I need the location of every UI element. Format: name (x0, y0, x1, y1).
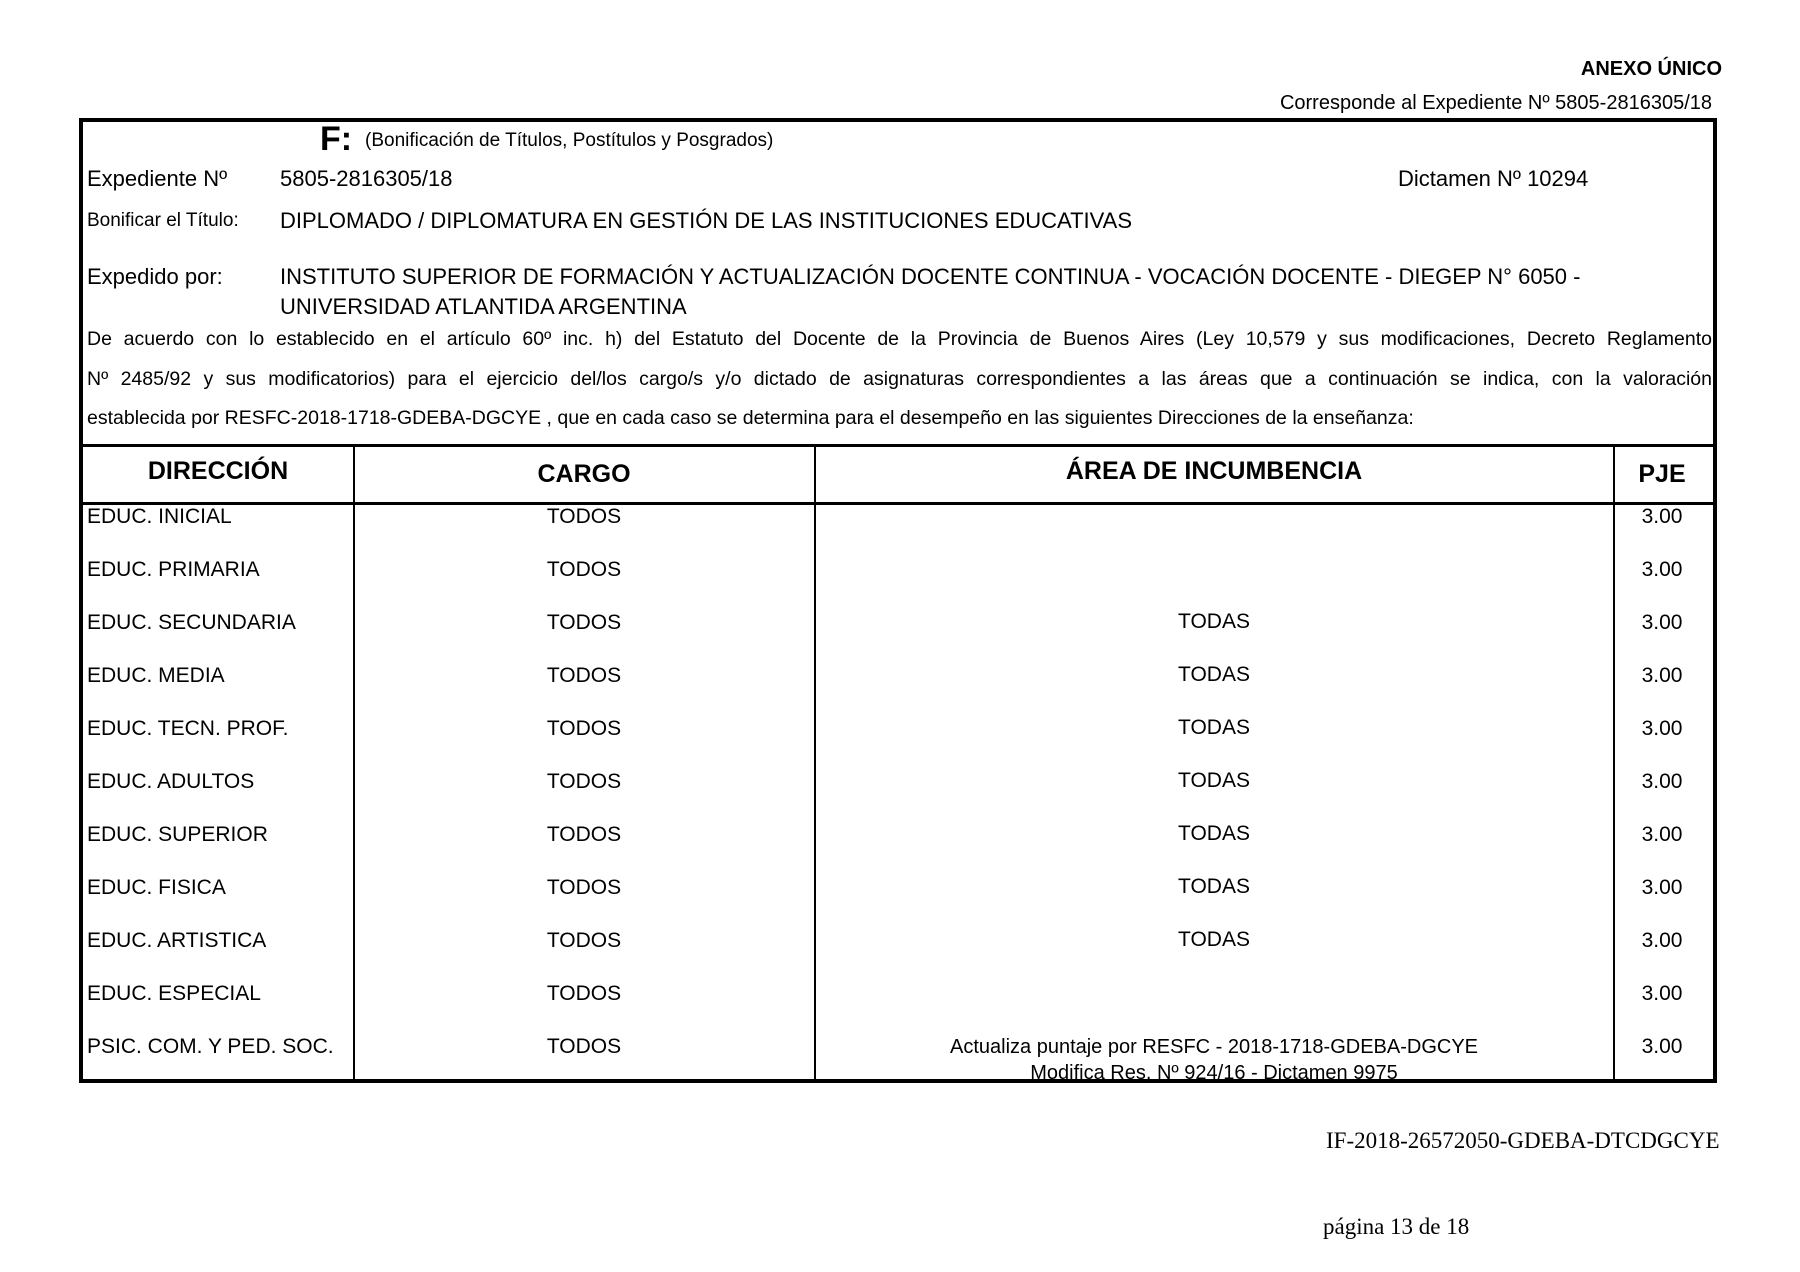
cell-pje: 3.00 (1641, 1035, 1683, 1058)
cell-pje: 3.00 (1641, 823, 1683, 846)
cell-direccion: EDUC. ARTISTICA (87, 929, 267, 952)
cell-pje: 3.00 (1641, 770, 1683, 793)
cell-area: TODAS (1178, 928, 1250, 951)
cell-pje: 3.00 (1641, 982, 1683, 1005)
cell-cargo: TODOS (546, 717, 622, 740)
titulo-label: Bonificar el Título: (87, 210, 239, 231)
paragraph-line-2: Nº 2485/92 y sus modificatorios) para el ejercicio del/los cargo/s y/o dictado de asignaturas correspondientes a las áreas que a continuación se indica, con la valoración (87, 368, 1712, 390)
table-row (83, 823, 1713, 875)
note-line-2: Modifica Res. Nº 924/16 - Dictamen 9975 (1030, 1062, 1398, 1084)
cell-area: TODAS (1178, 875, 1250, 898)
cell-direccion: EDUC. INICIAL (87, 505, 232, 528)
dictamen: Dictamen Nº 10294 (1398, 166, 1589, 191)
header-cargo: CARGO (537, 460, 631, 488)
expedido-line-1: INSTITUTO SUPERIOR DE FORMACIÓN Y ACTUALIZACIÓN DOCENTE CONTINUA - VOCACIÓN DOCENTE - DIEGEP N° 6050 - (280, 264, 1581, 289)
table-row (83, 876, 1713, 928)
cell-pje: 3.00 (1641, 717, 1683, 740)
cell-area-note (816, 1034, 1612, 1086)
cell-direccion: EDUC. ESPECIAL (87, 982, 261, 1005)
page-number: página 13 de 18 (1323, 1214, 1470, 1239)
cell-cargo: TODOS (546, 929, 622, 952)
document-code: IF-2018-26572050-GDEBA-DTCDGCYE (1326, 1128, 1720, 1153)
incumbency-table (83, 444, 1713, 1082)
form-letter-note: (Bonificación de Títulos, Postítulos y Posgrados) (365, 130, 774, 151)
cell-area: TODAS (1178, 716, 1250, 739)
expediente-label: Expediente Nº (87, 166, 228, 191)
table-row (83, 558, 1713, 610)
table-row (83, 611, 1713, 663)
expedido-label: Expedido por: (87, 264, 223, 289)
cell-direccion: EDUC. ADULTOS (87, 770, 255, 793)
titulo-value: DIPLOMADO / DIPLOMATURA EN GESTIÓN DE LAS INSTITUCIONES EDUCATIVAS (280, 208, 1133, 233)
cell-area: TODAS (1178, 610, 1250, 633)
note-line-1: Actualiza puntaje por RESFC - 2018-1718-GDEBA-DGCYE (949, 1036, 1478, 1058)
header-area: ÁREA DE INCUMBENCIA (1065, 457, 1363, 485)
cell-pje: 3.00 (1641, 505, 1683, 528)
cell-pje: 3.00 (1641, 558, 1683, 581)
table-row (83, 664, 1713, 716)
cell-direccion: PSIC. COM. Y PED. SOC. (87, 1035, 334, 1058)
cell-direccion: EDUC. PRIMARIA (87, 558, 260, 581)
cell-direccion: EDUC. MEDIA (87, 664, 225, 687)
cell-cargo: TODOS (546, 982, 622, 1005)
cell-cargo: TODOS (546, 770, 622, 793)
paragraph-line-1: De acuerdo con lo establecido en el artículo 60º inc. h) del Estatuto del Docente de la Provincia de Buenos Aires (Ley 10,579 y sus modificaciones, Decreto Reglamento (87, 328, 1712, 350)
cell-pje: 3.00 (1641, 929, 1683, 952)
cell-direccion: EDUC. FISICA (87, 876, 226, 899)
cell-cargo: TODOS (546, 664, 622, 687)
cell-cargo: TODOS (546, 823, 622, 846)
cell-area: TODAS (1178, 663, 1250, 686)
cell-area: TODAS (1178, 822, 1250, 845)
cell-cargo: TODOS (546, 558, 622, 581)
table-row (83, 982, 1713, 1034)
cell-cargo: TODOS (546, 1035, 622, 1058)
table-row (83, 929, 1713, 981)
cell-direccion: EDUC. SECUNDARIA (87, 611, 296, 634)
form-frame (79, 118, 1717, 1083)
cell-pje: 3.00 (1641, 876, 1683, 899)
form-letter: F: (320, 120, 353, 158)
header-direccion: DIRECCIÓN (147, 457, 289, 485)
table-row (83, 1035, 1713, 1084)
paragraph-line-3: establecida por RESFC-2018-1718-GDEBA-DGCYE , que en cada caso se determina para el desempeño en las siguientes Direcciones de la enseñanza: (87, 407, 1414, 429)
table-row (83, 770, 1713, 822)
expedido-line-2: UNIVERSIDAD ATLANTIDA ARGENTINA (280, 294, 687, 319)
table-row (83, 505, 1713, 557)
cell-cargo: TODOS (546, 876, 622, 899)
table-row (83, 717, 1713, 769)
expediente-value: 5805-2816305/18 (280, 166, 453, 191)
header-pje: PJE (1638, 460, 1686, 488)
cell-cargo: TODOS (546, 505, 622, 528)
cell-pje: 3.00 (1641, 664, 1683, 687)
cell-cargo: TODOS (546, 611, 622, 634)
corresponds-to: Corresponde al Expediente Nº 5805-2816305/18 (1279, 92, 1712, 114)
cell-direccion: EDUC. SUPERIOR (87, 823, 268, 846)
cell-pje: 3.00 (1641, 611, 1683, 634)
cell-area: TODAS (1178, 769, 1250, 792)
annex-title: ANEXO ÚNICO (1580, 58, 1722, 80)
cell-direccion: EDUC. TECN. PROF. (87, 717, 289, 740)
